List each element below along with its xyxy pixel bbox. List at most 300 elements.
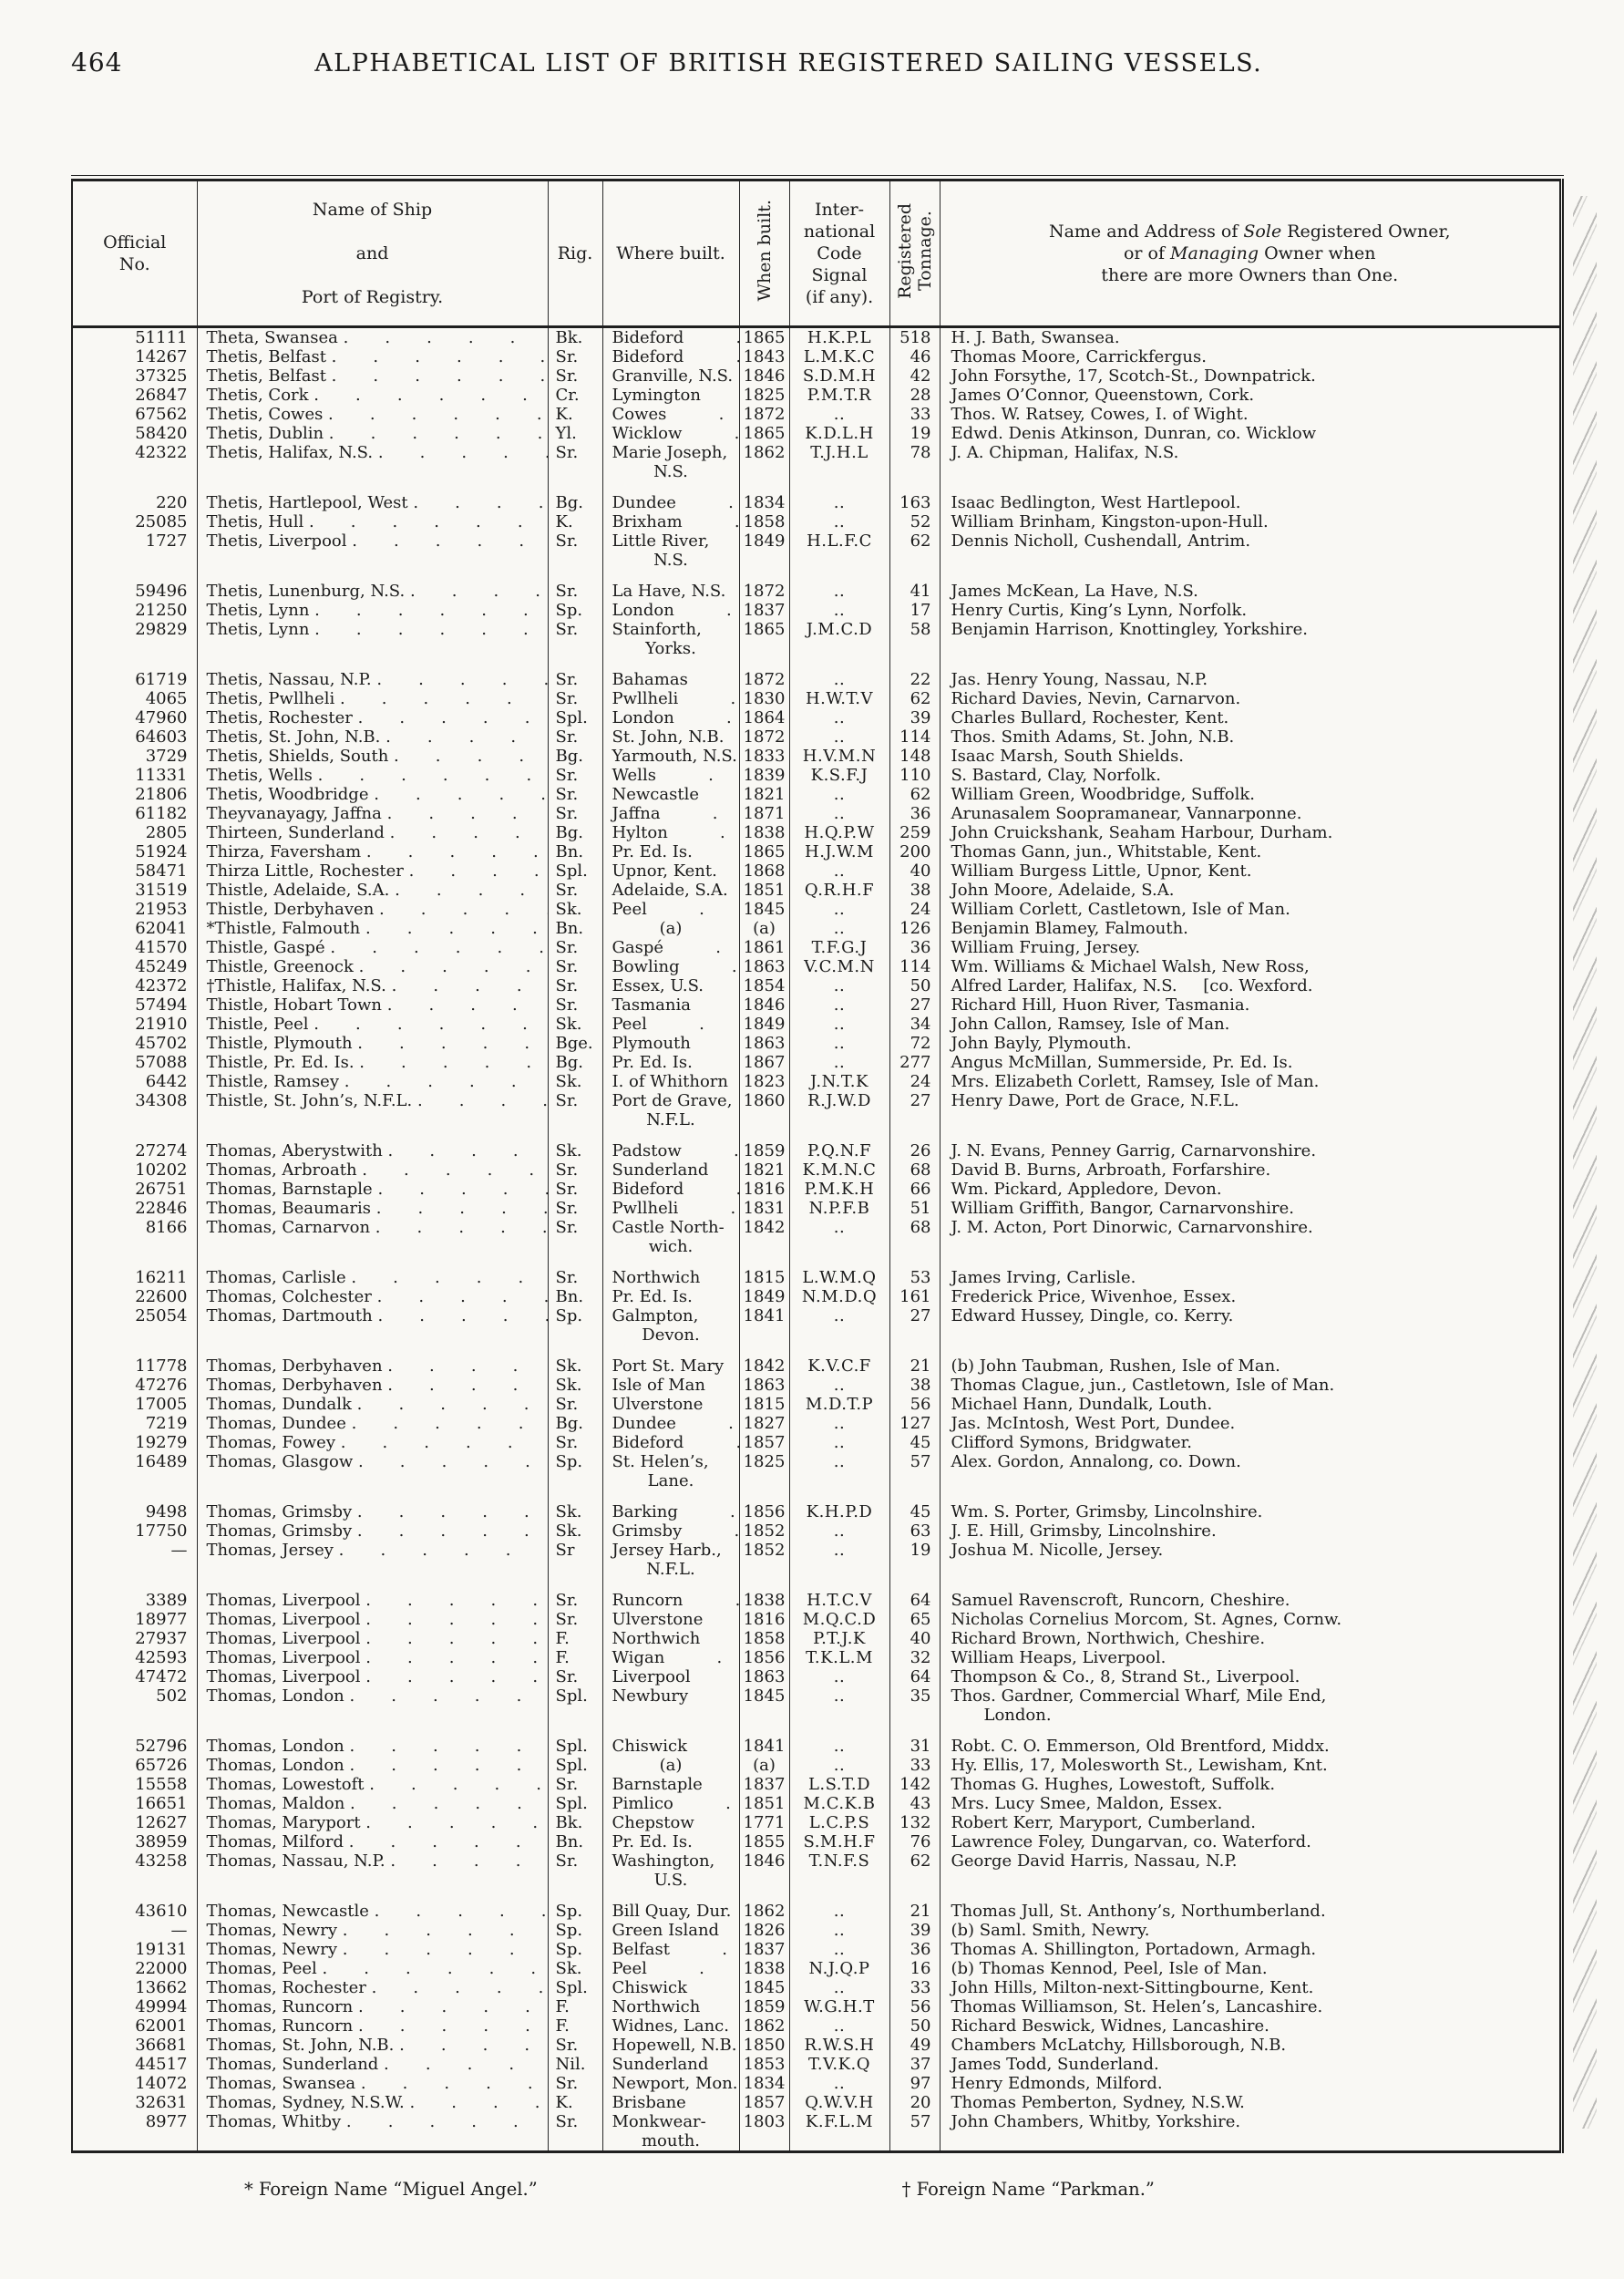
cell-tonnage: 57 xyxy=(889,2112,940,2152)
cell-code-signal: .. xyxy=(789,1376,889,1395)
cell-tonnage: 110 xyxy=(889,766,940,785)
cell-rig: Bk. xyxy=(548,1813,602,1832)
spacer-row xyxy=(72,658,1562,670)
cell-when-built: 1825 xyxy=(739,386,789,405)
cell-official-no: 57088 xyxy=(72,1053,197,1072)
built-line: Grimsby . xyxy=(603,1521,739,1541)
spacer-cell xyxy=(602,1725,739,1737)
dot-leader xyxy=(385,823,548,842)
cell-tonnage: 259 xyxy=(889,823,940,842)
cell-code-signal: W.G.H.T xyxy=(789,1997,889,2016)
cell-rig: F. xyxy=(548,1997,602,2016)
cell-code-signal: .. xyxy=(789,1921,889,1940)
dot-leader xyxy=(693,1053,739,1072)
cell-ship-name xyxy=(197,531,548,570)
cell-tonnage: 58 xyxy=(889,620,940,658)
cell-official-no: 11778 xyxy=(72,1356,197,1376)
cell-ship-name xyxy=(197,957,548,976)
spacer-cell xyxy=(889,1256,940,1268)
col-header-rig xyxy=(548,180,602,327)
cell-when-built: 1841 xyxy=(739,1306,789,1345)
ship-name-text: *Thistle, Falmouth xyxy=(206,919,361,938)
table-row xyxy=(72,1521,1562,1541)
table-row xyxy=(72,1940,1562,1959)
cell-where-built xyxy=(602,2093,739,2112)
owner-line: William Green, Woodbridge, Suffolk. xyxy=(951,785,1255,804)
built-line: Marie Joseph, xyxy=(612,443,728,462)
spacer-cell xyxy=(739,1725,789,1737)
cell-official-no: 45249 xyxy=(72,957,197,976)
table-row xyxy=(72,1610,1562,1629)
built-line: (a) xyxy=(659,1756,683,1775)
dot-leader xyxy=(700,1629,738,1648)
cell-where-built xyxy=(602,1940,739,1959)
cell-rig: Sk. xyxy=(548,1376,602,1395)
cell-tonnage: 38 xyxy=(889,1376,940,1395)
cell-rig: Bge. xyxy=(548,1034,602,1053)
dot-leader xyxy=(361,1667,548,1686)
spacer-cell xyxy=(889,1579,940,1591)
cell-rig: Sr. xyxy=(548,1180,602,1199)
cell-where-built xyxy=(602,766,739,785)
cell-official-no: 17750 xyxy=(72,1521,197,1541)
cell-owner xyxy=(940,443,1562,481)
owner-line: Thos. W. Ratsey, Cowes, I. of Wight. xyxy=(951,405,1249,424)
cell-tonnage: 62 xyxy=(889,785,940,804)
dot-leader xyxy=(673,1794,739,1813)
ship-name-text: Thetis, Nassau, N.P. xyxy=(206,670,372,689)
cell-rig: Sr. xyxy=(548,1433,602,1452)
built-line: Newport, Mon. . xyxy=(603,2074,739,2093)
cell-owner xyxy=(940,1851,1562,1890)
dot-leader xyxy=(682,424,738,443)
spacer-row xyxy=(72,1579,1562,1591)
cell-ship-name xyxy=(197,1433,548,1452)
built-line: Gaspé . xyxy=(603,938,739,957)
cell-official-no: 37325 xyxy=(72,366,197,386)
table-row xyxy=(72,1433,1562,1452)
ship-name-text: Thomas, Grimsby xyxy=(206,1502,353,1521)
cell-code-signal: .. xyxy=(789,995,889,1015)
cell-when-built: 1849 xyxy=(739,1287,789,1306)
table-row xyxy=(72,1921,1562,1940)
dot-leader xyxy=(338,328,548,347)
cell-ship-name xyxy=(197,2036,548,2055)
cell-where-built xyxy=(602,1452,739,1490)
ship-name-text: Thomas, Newry xyxy=(206,1940,337,1959)
cell-where-built xyxy=(602,1218,739,1256)
cell-when-built: 1771 xyxy=(739,1813,789,1832)
spacer-cell xyxy=(602,1129,739,1141)
cell-rig: Sr. xyxy=(548,785,602,804)
cell-ship-name xyxy=(197,995,548,1015)
spacer-cell xyxy=(602,1256,739,1268)
cell-when-built: 1823 xyxy=(739,1072,789,1091)
cell-official-no: 16489 xyxy=(72,1452,197,1490)
cell-rig: Sr. xyxy=(548,582,602,601)
dot-leader xyxy=(373,443,547,462)
cell-code-signal: H.T.C.V xyxy=(789,1591,889,1610)
dot-leader xyxy=(353,1034,548,1053)
cell-official-no: 12627 xyxy=(72,1813,197,1832)
ship-name-text: Thomas, Derbyhaven xyxy=(206,1376,383,1395)
dot-leader xyxy=(724,1356,738,1376)
dot-leader xyxy=(728,1072,739,1091)
cell-when-built: 1831 xyxy=(739,1199,789,1218)
built-line: Brixham . xyxy=(603,512,739,531)
spacer-cell xyxy=(602,1345,739,1356)
spacer-cell xyxy=(940,1256,1562,1268)
built-line: Padstow . xyxy=(603,1141,739,1160)
owner-line: Nicholas Cornelius Morcom, St. Agnes, Cornw. xyxy=(951,1610,1342,1629)
cell-when-built: 1821 xyxy=(739,785,789,804)
cell-official-no: 22846 xyxy=(72,1199,197,1218)
cell-rig: Spl. xyxy=(548,1794,602,1813)
built-line: London . xyxy=(603,601,739,620)
dot-leader xyxy=(694,1813,739,1832)
dot-leader xyxy=(664,1648,738,1667)
spacer-cell xyxy=(548,1256,602,1268)
cell-owner xyxy=(940,1541,1562,1579)
table-row xyxy=(72,424,1562,443)
dot-leader xyxy=(703,1610,738,1629)
cell-ship-name xyxy=(197,1180,548,1199)
cell-tonnage: 43 xyxy=(889,1794,940,1813)
cell-official-no: 52796 xyxy=(72,1737,197,1756)
page-number: 464 xyxy=(71,47,123,77)
dot-leader xyxy=(389,881,547,900)
cell-ship-name xyxy=(197,1737,548,1756)
table-row xyxy=(72,1978,1562,1997)
cell-tonnage: 97 xyxy=(889,2074,940,2093)
dot-leader xyxy=(388,747,547,766)
table-row xyxy=(72,493,1562,512)
cell-code-signal: .. xyxy=(789,512,889,531)
cell-official-no: 61182 xyxy=(72,804,197,823)
cell-when-built: 1862 xyxy=(739,1902,789,1921)
built-line: Plymouth . xyxy=(603,1034,739,1053)
spacer-cell xyxy=(789,481,889,493)
dot-leader xyxy=(688,1686,738,1706)
cell-code-signal: .. xyxy=(789,670,889,689)
cell-when-built: 1856 xyxy=(739,1502,789,1521)
dot-leader xyxy=(370,1218,547,1237)
table-row xyxy=(72,1395,1562,1414)
spacer-row xyxy=(72,481,1562,493)
cell-owner xyxy=(940,766,1562,785)
cell-owner xyxy=(940,1813,1562,1832)
cell-ship-name xyxy=(197,1287,548,1306)
cell-where-built xyxy=(602,2036,739,2055)
cell-where-built xyxy=(602,1686,739,1725)
owner-line: Mrs. Elizabeth Corlett, Ramsey, Isle of Man. xyxy=(951,1072,1320,1091)
cell-code-signal: .. xyxy=(789,861,889,881)
cell-where-built xyxy=(602,1160,739,1180)
ship-name-text: Thomas, Rochester xyxy=(206,1978,366,1997)
cell-rig: Sp. xyxy=(548,1940,602,1959)
spacer-cell xyxy=(889,1490,940,1502)
owner-line: Hy. Ellis, 17, Molesworth St., Lewisham, Knt. xyxy=(951,1756,1328,1775)
cell-tonnage: 19 xyxy=(889,424,940,443)
dot-leader xyxy=(373,1306,548,1325)
cell-ship-name xyxy=(197,1268,548,1287)
cell-where-built xyxy=(602,443,739,481)
cell-official-no: 34308 xyxy=(72,1091,197,1129)
signal-header-line4: Signal xyxy=(811,265,868,285)
table-row xyxy=(72,727,1562,747)
dot-leader xyxy=(346,1268,548,1287)
cell-code-signal: .. xyxy=(789,1452,889,1490)
cell-rig: Bn. xyxy=(548,842,602,861)
table-row xyxy=(72,976,1562,995)
spacer-cell xyxy=(940,481,1562,493)
cell-owner xyxy=(940,1997,1562,2016)
ship-name-text: Thomas, Dundalk xyxy=(206,1395,352,1414)
cell-rig: Sr. xyxy=(548,957,602,976)
cell-when-built: 1863 xyxy=(739,1667,789,1686)
cell-when-built: 1846 xyxy=(739,1851,789,1890)
table-row xyxy=(72,1287,1562,1306)
cell-when-built: 1872 xyxy=(739,727,789,747)
ship-name-text: Thetis, Hull xyxy=(206,512,304,531)
cell-when-built: 1859 xyxy=(739,1141,789,1160)
cell-code-signal: P.M.T.R xyxy=(789,386,889,405)
cell-where-built xyxy=(602,1521,739,1541)
owner-line: Wm. S. Porter, Grimsby, Lincolnshire. xyxy=(951,1502,1263,1521)
cell-code-signal: .. xyxy=(789,1218,889,1256)
table-row xyxy=(72,1959,1562,1978)
ship-name-text: Thomas, Derbyhaven xyxy=(206,1356,383,1376)
ship-name-text: Thetis, Liverpool xyxy=(206,531,347,551)
cell-when-built: 1850 xyxy=(739,2036,789,2055)
cell-ship-name xyxy=(197,620,548,658)
cell-official-no: 26847 xyxy=(72,386,197,405)
cell-when-built: 1838 xyxy=(739,823,789,842)
cell-owner xyxy=(940,804,1562,823)
cell-tonnage: 24 xyxy=(889,900,940,919)
ship-name-text: Thetis, Cork xyxy=(206,386,309,405)
cell-owner xyxy=(940,1756,1562,1775)
spacer-cell xyxy=(548,1490,602,1502)
cell-code-signal: H.J.W.M xyxy=(789,842,889,861)
owner-line: Thos. Gardner, Commercial Wharf, Mile End, xyxy=(951,1686,1327,1706)
cell-ship-name xyxy=(197,1997,548,2016)
cell-when-built: 1839 xyxy=(739,766,789,785)
built-line: Hylton . xyxy=(603,823,739,842)
cell-tonnage: 64 xyxy=(889,1591,940,1610)
page-header xyxy=(71,47,1564,77)
owner-line: Frederick Price, Wivenhoe, Essex. xyxy=(951,1287,1237,1306)
ship-name-text: Thomas, Liverpool xyxy=(206,1648,361,1667)
cell-ship-name xyxy=(197,1218,548,1256)
ship-name-text: Thomas, St. John, N.B. xyxy=(206,2036,395,2055)
ship-name-text: Thomas, Peel xyxy=(206,1959,317,1978)
cell-ship-name xyxy=(197,1667,548,1686)
cell-where-built xyxy=(602,1072,739,1091)
owner-line: John Hills, Milton-next-Sittingbourne, Kent. xyxy=(951,1978,1314,1997)
spacer-cell xyxy=(889,658,940,670)
cell-rig: Spl. xyxy=(548,1686,602,1725)
table-row xyxy=(72,1851,1562,1890)
cell-where-built xyxy=(602,861,739,881)
spacer-cell xyxy=(548,1345,602,1356)
cell-code-signal: K.V.C.F xyxy=(789,1356,889,1376)
cell-code-signal: .. xyxy=(789,1667,889,1686)
cell-rig: Spl. xyxy=(548,708,602,727)
cell-ship-name xyxy=(197,708,548,727)
built-line: Cowes . xyxy=(603,405,739,424)
built-line: Green Island . xyxy=(603,1921,739,1940)
cell-owner xyxy=(940,1306,1562,1345)
table-row xyxy=(72,1091,1562,1129)
cell-rig: Sr. xyxy=(548,766,602,785)
dot-leader xyxy=(326,366,548,386)
cell-owner xyxy=(940,1091,1562,1129)
spacer-cell xyxy=(72,570,197,582)
ship-name-text: Thomas, Liverpool xyxy=(206,1667,361,1686)
built-line-continuation: N.F.L. xyxy=(646,1560,695,1579)
owner-header-l2b: Managing xyxy=(1170,243,1259,263)
dot-leader xyxy=(701,386,739,405)
table-row xyxy=(72,366,1562,386)
dot-leader xyxy=(728,881,739,900)
cell-code-signal: .. xyxy=(789,919,889,938)
table-row xyxy=(72,1737,1562,1756)
built-line: Liverpool . xyxy=(603,1667,739,1686)
built-line: Bideford . xyxy=(603,1180,739,1199)
cell-official-no: 29829 xyxy=(72,620,197,658)
cell-when-built: 1861 xyxy=(739,938,789,957)
owner-line: Thomas Moore, Carrickfergus. xyxy=(951,347,1207,366)
cell-tonnage: 127 xyxy=(889,1414,940,1433)
cell-where-built xyxy=(602,842,739,861)
built-line: Sunderland . xyxy=(603,1160,739,1180)
cell-ship-name xyxy=(197,424,548,443)
table-row xyxy=(72,1648,1562,1667)
owner-header-l3: there are more Owners than One. xyxy=(1101,265,1399,285)
owner-line: John Cruickshank, Seaham Harbour, Durham. xyxy=(951,823,1333,842)
dot-leader xyxy=(674,601,739,620)
dot-leader xyxy=(684,347,738,366)
dot-leader xyxy=(700,1997,738,2016)
signal-header-line1: Inter- xyxy=(814,200,865,220)
cell-ship-name xyxy=(197,1376,548,1395)
cell-where-built xyxy=(602,1502,739,1521)
owner-line: Robert Kerr, Maryport, Cumberland. xyxy=(951,1813,1257,1832)
owner-line: James O’Connor, Queenstown, Cork. xyxy=(951,386,1255,405)
cell-tonnage: 24 xyxy=(889,1072,940,1091)
cell-tonnage: 142 xyxy=(889,1775,940,1794)
cell-code-signal: .. xyxy=(789,1433,889,1452)
cell-owner xyxy=(940,2112,1562,2152)
spacer-cell xyxy=(548,1579,602,1591)
spacer-cell xyxy=(548,570,602,582)
cell-code-signal: .. xyxy=(789,976,889,995)
cell-when-built: 1868 xyxy=(739,861,789,881)
cell-ship-name xyxy=(197,327,548,348)
cell-code-signal: N.M.D.Q xyxy=(789,1287,889,1306)
owner-line: Joshua M. Nicolle, Jersey. xyxy=(951,1541,1164,1560)
cell-ship-name xyxy=(197,601,548,620)
spacer-cell xyxy=(739,1579,789,1591)
owner-line: (b) John Taubman, Rushen, Isle of Man. xyxy=(951,1356,1280,1376)
cell-owner xyxy=(940,1072,1562,1091)
cell-tonnage: 33 xyxy=(889,1756,940,1775)
cell-where-built xyxy=(602,1541,739,1579)
cell-code-signal: J.M.C.D xyxy=(789,620,889,658)
table-row xyxy=(72,1015,1562,1034)
cell-ship-name xyxy=(197,747,548,766)
built-line: Wells . xyxy=(603,766,739,785)
ship-name-text: Thirza Little, Rochester xyxy=(206,861,404,881)
cell-official-no: 8977 xyxy=(72,2112,197,2152)
owner-line: Thomas Pemberton, Sydney, N.S.W. xyxy=(951,2093,1245,2112)
cell-rig: Sk. xyxy=(548,1015,602,1034)
ship-name-text: Thetis, Rochester xyxy=(206,708,353,727)
cell-tonnage: 33 xyxy=(889,1978,940,1997)
cell-when-built: 1864 xyxy=(739,708,789,727)
dot-leader xyxy=(687,1737,738,1756)
built-line: Pwllheli . xyxy=(603,689,739,708)
cell-ship-name xyxy=(197,1141,548,1160)
built-line: Little River, xyxy=(612,531,710,551)
cell-rig: Sr. xyxy=(548,670,602,689)
cell-tonnage: 45 xyxy=(889,1502,940,1521)
cell-owner xyxy=(940,1414,1562,1433)
owner-line: John Moore, Adelaide, S.A. xyxy=(951,881,1175,900)
cell-where-built xyxy=(602,804,739,823)
built-line: Bahamas . xyxy=(603,670,739,689)
spacer-row xyxy=(72,1725,1562,1737)
cell-owner xyxy=(940,1832,1562,1851)
dot-leader xyxy=(339,1072,547,1091)
cell-tonnage: 20 xyxy=(889,2093,940,2112)
built-line: Essex, U.S. . xyxy=(603,976,739,995)
table-row xyxy=(72,2093,1562,2112)
table-row xyxy=(72,1268,1562,1287)
cell-when-built: 1857 xyxy=(739,2093,789,2112)
cell-owner xyxy=(940,1034,1562,1053)
ship-name-text: Thomas, London xyxy=(206,1756,344,1775)
cell-code-signal: L.C.P.S xyxy=(789,1813,889,1832)
owner-line: James Irving, Carlisle. xyxy=(951,1268,1136,1287)
spacer-cell xyxy=(197,1890,548,1902)
cell-code-signal: S.M.H.F xyxy=(789,1832,889,1851)
footnotes xyxy=(71,2179,1564,2200)
owner-line: David B. Burns, Arbroath, Forfarshire. xyxy=(951,1160,1271,1180)
owner-line: William Fruing, Jersey. xyxy=(951,938,1141,957)
built-line: Upnor, Kent. . xyxy=(603,861,739,881)
cell-rig: Sr xyxy=(548,1541,602,1579)
cell-when-built: 1858 xyxy=(739,1629,789,1648)
cell-official-no: 36681 xyxy=(72,2036,197,2055)
spacer-cell xyxy=(197,1256,548,1268)
footnote-asterisk: * Foreign Name “Miguel Angel.” xyxy=(244,2179,538,2200)
cell-owner xyxy=(940,582,1562,601)
table-row xyxy=(72,1667,1562,1686)
cell-ship-name xyxy=(197,1629,548,1648)
cell-official-no: 31519 xyxy=(72,881,197,900)
cell-official-no: 9498 xyxy=(72,1502,197,1521)
signal-header-line3: Code xyxy=(817,243,862,263)
owner-line: George David Harris, Nassau, N.P. xyxy=(951,1851,1238,1871)
table-row xyxy=(72,1775,1562,1794)
ship-name-text: Thomas, Aberystwith xyxy=(206,1141,383,1160)
col-header-where-built xyxy=(602,180,739,327)
ship-name-text: Thomas, Sydney, N.S.W. xyxy=(206,2093,405,2112)
cell-when-built: 1865 xyxy=(739,327,789,348)
owner-line: Chambers McLatchy, Hillsborough, N.B. xyxy=(951,2036,1287,2055)
